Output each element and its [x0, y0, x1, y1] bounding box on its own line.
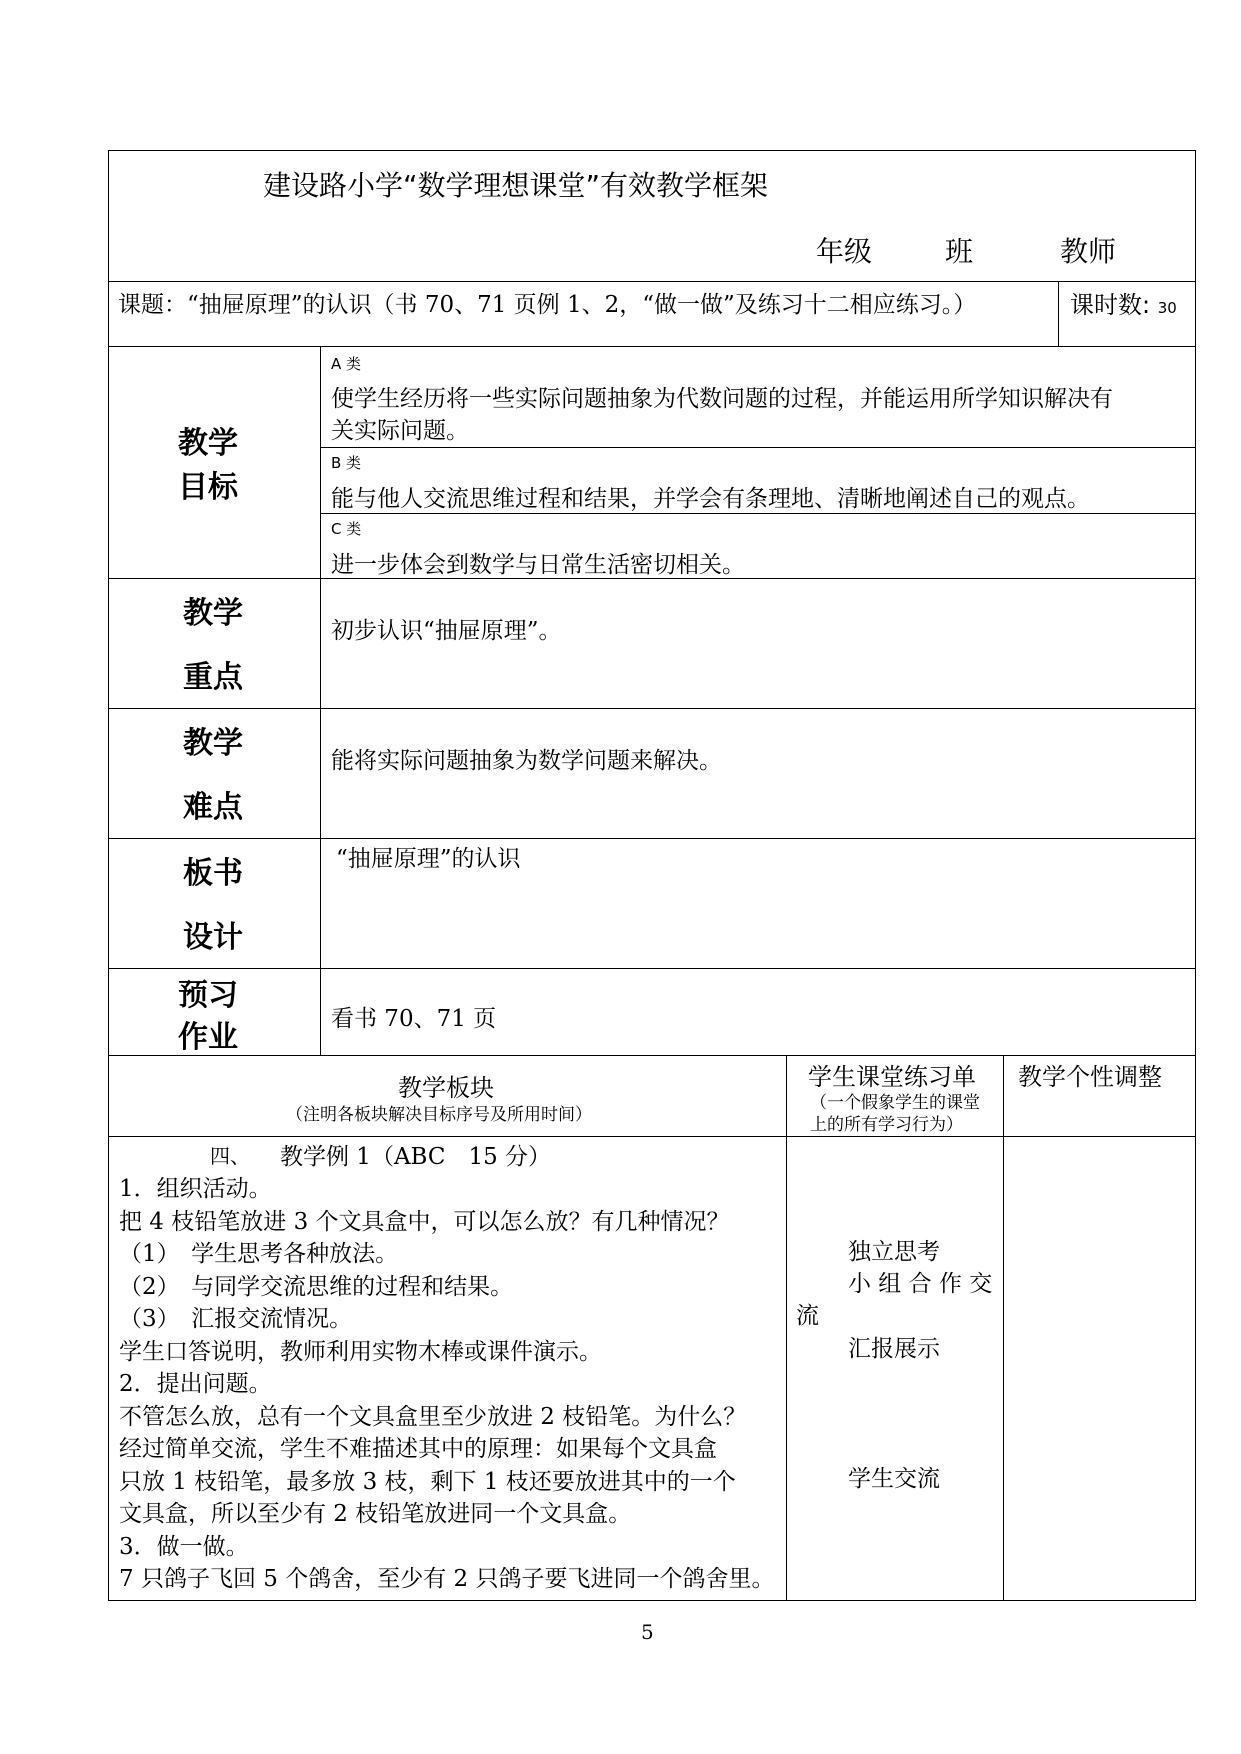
difficulty-label-2: 难点 [183, 790, 243, 825]
col-divider [320, 346, 321, 1055]
preview-text: 看书 70、71 页 [331, 1006, 497, 1032]
section-title: 教学例 1（ABC 15 分） [280, 1144, 552, 1170]
section-number: 四、 [210, 1144, 250, 1168]
content-line: 只放 1 枝铅笔，最多放 3 枝，剩下 1 枝还要放进其中的一个 [119, 1468, 736, 1495]
row-divider [108, 281, 1196, 282]
objectives-label-1: 教学 [178, 426, 238, 461]
content-line: （3） 汇报交流情况。 [119, 1306, 353, 1332]
topic-text: 课题：“抽屉原理”的认识（书 70、71 页例 1、2，“做一做”及练习十二相应练习。） [118, 292, 977, 318]
hours-label: 课时数 [1070, 291, 1142, 319]
objective-b-text: 能与他人交流思维过程和结果，并学会有条理地、清晰地阐述自己的观点。 [331, 486, 1090, 512]
objective-c-label: C 类 [331, 520, 362, 538]
content-line: 1．组织活动。 [119, 1176, 272, 1202]
board-text: “抽屉原理”的认识 [336, 846, 521, 872]
board-label-2: 设计 [183, 920, 243, 955]
row-divider [108, 838, 1196, 839]
content-line: 文具盒，所以至少有 2 枝铅笔放进同一个文具盒。 [119, 1501, 632, 1527]
content-line: （2） 与同学交流思维的过程和结果。 [119, 1273, 514, 1300]
hours-colon: : [1142, 291, 1151, 319]
row-divider [108, 968, 1196, 969]
page-title: 建设路小学“数学理想课堂”有效教学框架 [263, 169, 769, 202]
row-divider [320, 513, 1196, 514]
content-line: 把 4 枝铅笔放进 3 个文具盒中，可以怎么放？有几种情况？ [119, 1208, 730, 1235]
row-divider [108, 1055, 1196, 1056]
content-line: （1） 学生思考各种放法。 [119, 1241, 399, 1267]
page-number: 5 [641, 1620, 654, 1644]
key-point-text: 初步认识“抽屉原理”。 [331, 618, 562, 644]
content-line: 2．提出问题。 [119, 1371, 272, 1397]
row-divider [108, 346, 1196, 347]
objective-a-line-2: 关实际问题。 [331, 418, 469, 444]
col-divider [1058, 281, 1059, 346]
teacher-label: 教师 [1060, 235, 1117, 268]
student-action-group-2: 流 [796, 1303, 819, 1329]
board-label-1: 板书 [183, 856, 243, 891]
col-divider [1003, 1055, 1004, 1601]
adjust-column-title: 教学个性调整 [1018, 1063, 1162, 1091]
content-line: 3．做一做。 [119, 1533, 249, 1560]
difficulty-label-1: 教学 [183, 726, 243, 761]
student-column-note-2: 上的所有学习行为） [810, 1115, 963, 1135]
objectives-label-2: 目标 [178, 470, 238, 505]
class-label: 班 [945, 235, 974, 268]
student-column-note-1: （一个假象学生的课堂 [810, 1093, 980, 1113]
student-action-think: 独立思考 [848, 1239, 940, 1265]
row-divider [108, 708, 1196, 709]
student-action-discuss: 学生交流 [848, 1466, 940, 1492]
row-divider [320, 447, 1196, 448]
difficulty-text: 能将实际问题抽象为数学问题来解决。 [331, 748, 722, 774]
student-action-report: 汇报展示 [848, 1336, 940, 1362]
key-point-label-1: 教学 [183, 596, 243, 631]
blocks-note: （注明各板块解决目标序号及所用时间） [286, 1105, 592, 1125]
content-line: 经过简单交流，学生不难描述其中的原理：如果每个文具盒 [119, 1436, 717, 1462]
hours-value: 30 [1157, 299, 1177, 317]
key-point-label-2: 重点 [183, 660, 243, 695]
blocks-title: 教学板块 [398, 1074, 494, 1102]
preview-label-1: 预习 [178, 978, 238, 1013]
student-column-title: 学生课堂练习单 [808, 1063, 976, 1091]
objective-c-text: 进一步体会到数学与日常生活密切相关。 [331, 552, 745, 578]
row-divider [108, 1136, 1196, 1137]
preview-label-2: 作业 [178, 1020, 238, 1055]
content-line: 学生口答说明，教师利用实物木棒或课件演示。 [119, 1338, 602, 1365]
student-action-group-1: 小 组 合 作 交 [848, 1271, 993, 1297]
content-line: 7 只鸽子飞回 5 个鸽舍，至少有 2 只鸽子要飞进同一个鸽舍里。 [119, 1566, 775, 1592]
objective-b-label: B 类 [331, 454, 362, 472]
col-divider [786, 1055, 787, 1601]
grade-label: 年级 [816, 235, 873, 268]
objective-a-line-1: 使学生经历将一些实际问题抽象为代数问题的过程，并能运用所学知识解决有 [331, 386, 1113, 412]
content-line: 不管怎么放，总有一个文具盒里至少放进 2 枝铅笔。为什么？ [119, 1403, 747, 1430]
objective-a-label: A 类 [331, 355, 362, 373]
